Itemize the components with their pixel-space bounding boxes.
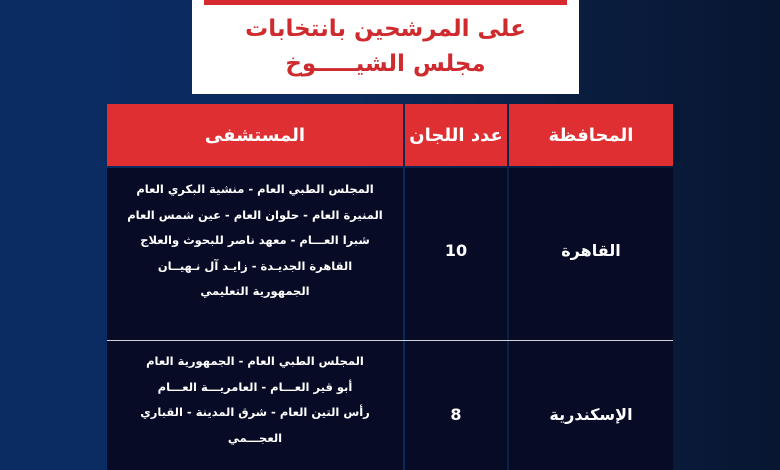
row-1-hospital-list	[107, 177, 403, 305]
row-1-governorate: القاهرة	[561, 241, 621, 260]
list-item: العجـــمي	[227, 430, 283, 445]
row-2-hospital-list	[107, 349, 403, 451]
title-accent-bar	[204, 0, 567, 5]
list-item: المجلس الطبي العام - الجمهورية العام	[146, 354, 364, 368]
row-2-committees: 8	[450, 405, 462, 424]
list-item: الجمهورية التعليمي	[200, 284, 310, 298]
list-item: المجلس الطبي العام - منشية البكري العام	[136, 182, 374, 196]
header-committees: عدد اللجان	[405, 104, 507, 166]
row-2-governorate: الإسكندرية	[549, 405, 633, 424]
header-governorate: المحافظة	[509, 104, 673, 166]
column-governorate	[509, 168, 673, 470]
row-divider	[107, 340, 673, 341]
title-card	[192, 0, 579, 94]
title-line-1: على المرشحين بانتخابات	[245, 16, 526, 42]
title-line-2: مجلس الشيـــــوخ	[285, 51, 486, 77]
list-item: أبو قير العـــام - العامريـــة العـــام	[157, 379, 353, 394]
column-committees	[405, 168, 507, 470]
row-1-committees: 10	[444, 241, 468, 260]
list-item: المنيرة العام - حلوان العام - عين شمس العام	[127, 207, 383, 222]
hospitals-table	[107, 104, 673, 470]
header-hospital: المستشفى	[107, 104, 403, 166]
list-item: رأس التين العام - شرق المدينة - القباري	[140, 405, 370, 419]
list-item: شبرا العـــام - معهد ناصر للبحوث والعلاج	[140, 233, 370, 247]
list-item: القاهرة الجديـدة - زايـد آل نـهيــان	[157, 258, 353, 273]
